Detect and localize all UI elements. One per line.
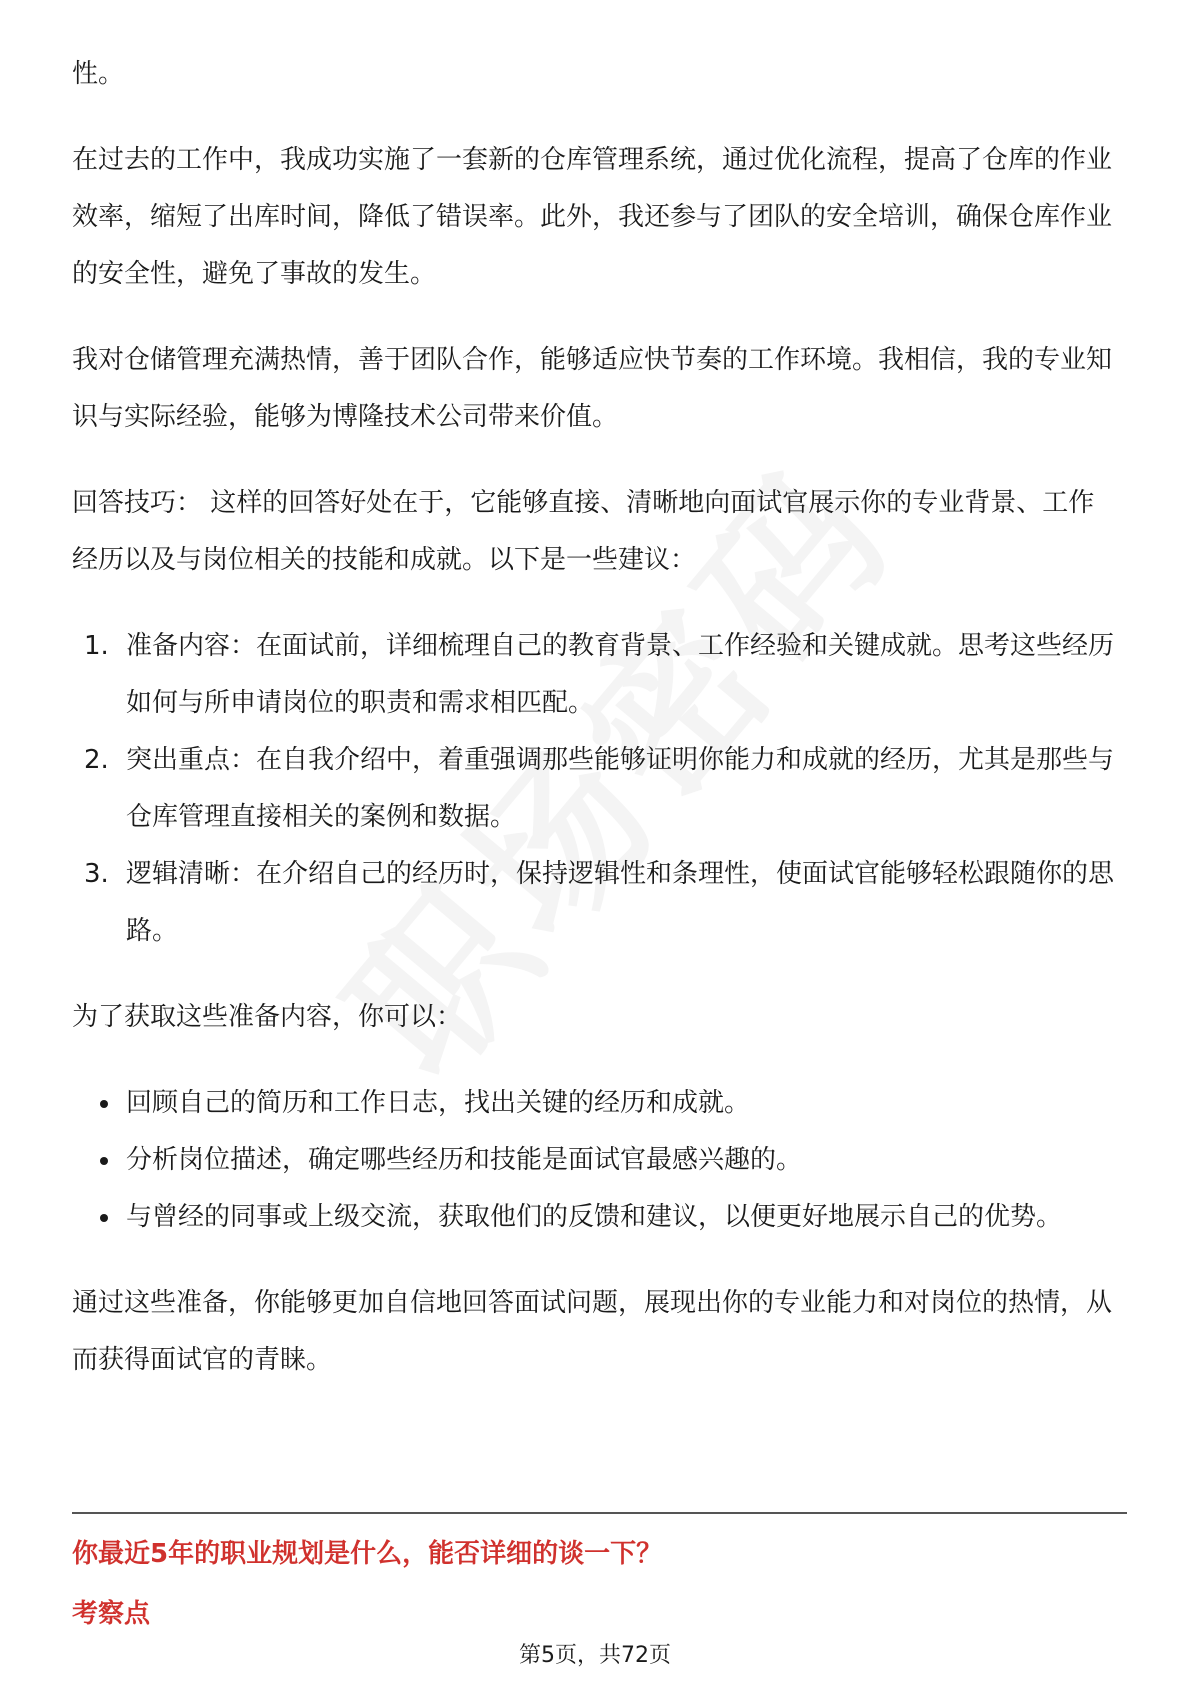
next-question-title: 你最近5年的职业规划是什么，能否详细的谈一下？ bbox=[72, 1539, 663, 1569]
next-section-label: 考察点 bbox=[72, 1599, 151, 1629]
list-item-text: 与曾经的同事或上级交流，获取他们的反馈和建议，以便更好地展示自己的优势。 bbox=[126, 1202, 1063, 1232]
paragraph-passion: 我对仓储管理充满热情，善于团队合作，能够适应快节奏的工作环境。我相信，我的专业知识与实际经验，能够为博隆技术公司带来价值。 bbox=[72, 345, 1113, 432]
list-item bbox=[72, 618, 1117, 732]
list-number: 1. bbox=[84, 631, 109, 661]
list-item bbox=[72, 1189, 1117, 1246]
list-item-text: 回顾自己的简历和工作日志，找出关键的经历和成就。 bbox=[126, 1088, 751, 1118]
bullet-icon bbox=[100, 1214, 108, 1222]
document-body bbox=[72, 46, 1117, 1418]
list-item-text: 突出重点：在自我介绍中，着重强调那些能够证明你能力和成就的经历，尤其是那些与仓库管理直接相关的案例和数据。 bbox=[126, 745, 1115, 832]
list-item bbox=[72, 1132, 1117, 1189]
list-number: 3. bbox=[84, 859, 109, 889]
bullet-icon bbox=[100, 1157, 108, 1165]
paragraph-answer-tips: 回答技巧： 这样的回答好处在于，它能够直接、清晰地向面试官展示你的专业背景、工作经历以及与岗位相关的技能和成就。以下是一些建议： bbox=[72, 488, 1095, 575]
list-item bbox=[72, 732, 1117, 846]
bullet-list bbox=[72, 1075, 1117, 1246]
bullet-icon bbox=[100, 1100, 108, 1108]
list-item-text: 准备内容：在面试前，详细梳理自己的教育背景、工作经验和关键成就。思考这些经历如何与所申请岗位的职责和需求相匹配。 bbox=[126, 631, 1115, 718]
list-number: 2. bbox=[84, 745, 109, 775]
paragraph-continuation: 性。 bbox=[72, 59, 125, 89]
list-item-text: 逻辑清晰：在介绍自己的经历时，保持逻辑性和条理性，使面试官能够轻松跟随你的思路。 bbox=[126, 859, 1115, 946]
list-item-text: 分析岗位描述，确定哪些经历和技能是面试官最感兴趣的。 bbox=[126, 1145, 803, 1175]
paragraph-closing: 通过这些准备，你能够更加自信地回答面试问题，展现出你的专业能力和对岗位的热情，从而获得面试官的青睐。 bbox=[72, 1288, 1113, 1375]
section-divider bbox=[72, 1512, 1127, 1514]
paragraph-experience: 在过去的工作中，我成功实施了一套新的仓库管理系统，通过优化流程，提高了仓库的作业效率，缩短了出库时间，降低了错误率。此外，我还参与了团队的安全培训，确保仓库作业的安全性，避免了事故的发生。 bbox=[72, 145, 1113, 289]
list-item bbox=[72, 846, 1117, 960]
paragraph-prep-intro: 为了获取这些准备内容，你可以： bbox=[72, 1002, 463, 1032]
numbered-list bbox=[72, 618, 1117, 960]
page-footer: 第5页，共72页 bbox=[519, 1643, 671, 1668]
list-item bbox=[72, 1075, 1117, 1132]
